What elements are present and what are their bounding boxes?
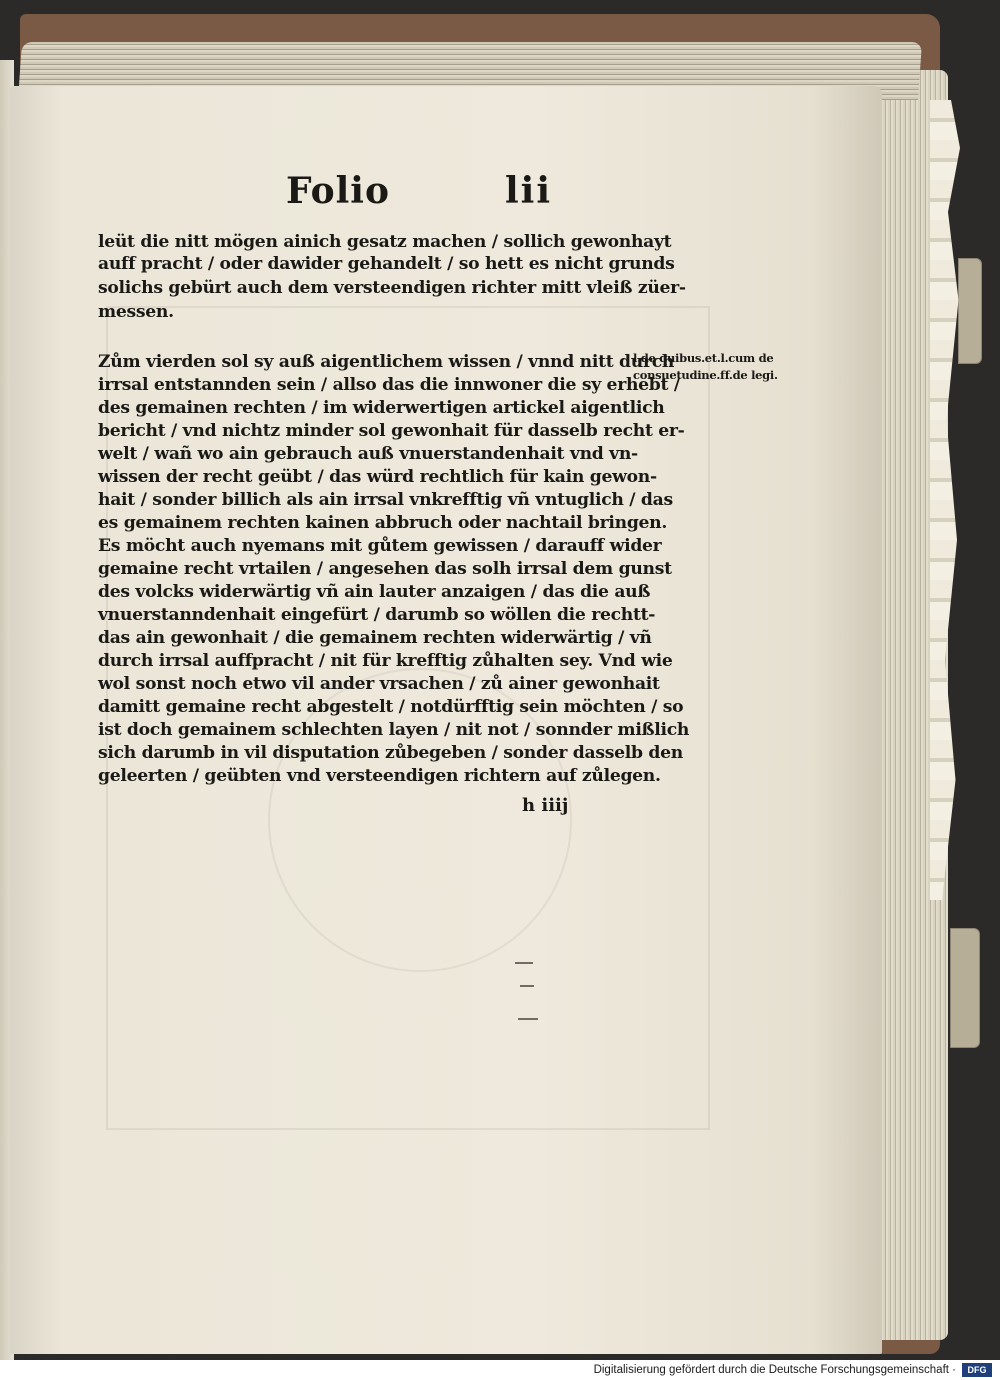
text-line: es gemainem rechten kainen abbruch oder nachtail bringen. <box>98 513 668 533</box>
text-line: auff pracht / oder dawider gehandelt / so hett es nicht grunds <box>98 254 675 274</box>
text-line: geleerten / geübten vnd versteendigen richtern auf zůlegen. <box>98 766 661 786</box>
margin-note-line: l.de quibus.et.l.cum de <box>633 351 774 365</box>
ink-mark <box>518 1018 538 1020</box>
text-line: messen. <box>98 302 174 322</box>
text-line: wissen der recht geübt / das würd rechtlich für kain gewon- <box>98 467 657 487</box>
running-head-word: Folio <box>286 170 390 212</box>
text-line: ist doch gemainem schlechten layen / nit not / sonnder mißlich <box>98 720 690 740</box>
ink-mark <box>520 985 534 987</box>
text-line: wol sonst noch etwo vil ander vrsachen / zů ainer gewonhait <box>98 674 660 694</box>
text-line: gemaine recht vrtailen / angesehen das solh irrsal dem gunst <box>98 559 672 579</box>
running-head-number: lii <box>505 170 553 212</box>
footer-credit: Digitalisierung gefördert durch die Deutsche Forschungsgemeinschaft · <box>593 1364 956 1376</box>
torn-page-edge <box>930 100 960 900</box>
text-line: vnuerstanndenhait eingefürt / darumb so wöllen die rechtt- <box>98 605 656 625</box>
text-line: welt / wañ wo ain gebrauch auß vnuerstandenhait vnd vn- <box>98 444 638 464</box>
margin-note-line: consuetudine.ff.de legi. <box>633 368 778 382</box>
margin-note <box>633 350 793 384</box>
text-line: leüt die nitt mögen ainich gesatz machen / sollich gewonhayt <box>98 232 672 252</box>
text-line: durch irrsal auffpracht / nit für krefftig zůhalten sey. Vnd wie <box>98 651 673 671</box>
text-line: Es möcht auch nyemans mit gůtem gewissen / darauff wider <box>98 536 662 556</box>
text-line: solichs gebürt auch dem versteendigen richter mitt vleiß züer- <box>98 278 686 298</box>
bookmark-tab-upper <box>958 258 982 364</box>
ink-mark <box>515 962 533 964</box>
text-line: sich darumb in vil disputation zůbegeben / sonder dasselb den <box>98 743 683 763</box>
text-line: irrsal entstannden sein / allso das die innwoner die sy erhebt / <box>98 375 680 395</box>
bookmark-tab-lower <box>950 928 980 1048</box>
signature-mark: h iiij <box>522 795 569 816</box>
text-line: des volcks widerwärtig vñ ain lauter anzaigen / das die auß <box>98 582 651 602</box>
footer-bar <box>0 1360 1000 1380</box>
text-line: hait / sonder billich als ain irrsal vnkrefftig vñ vntuglich / das <box>98 490 673 510</box>
text-line: bericht / vnd nichtz minder sol gewonhait für dasselb recht er- <box>98 421 685 441</box>
text-line: damitt gemaine recht abgestelt / notdürfftig sein möchten / so <box>98 697 684 717</box>
text-line: das ain gewonhait / die gemainem rechten widerwärtig / vñ <box>98 628 652 648</box>
dfg-logo: DFG <box>962 1363 992 1377</box>
text-line: Zům vierden sol sy auß aigentlichem wissen / vnnd nitt durch <box>98 352 675 372</box>
text-line: des gemainen rechten / im widerwertigen artickel aigentlich <box>98 398 665 418</box>
